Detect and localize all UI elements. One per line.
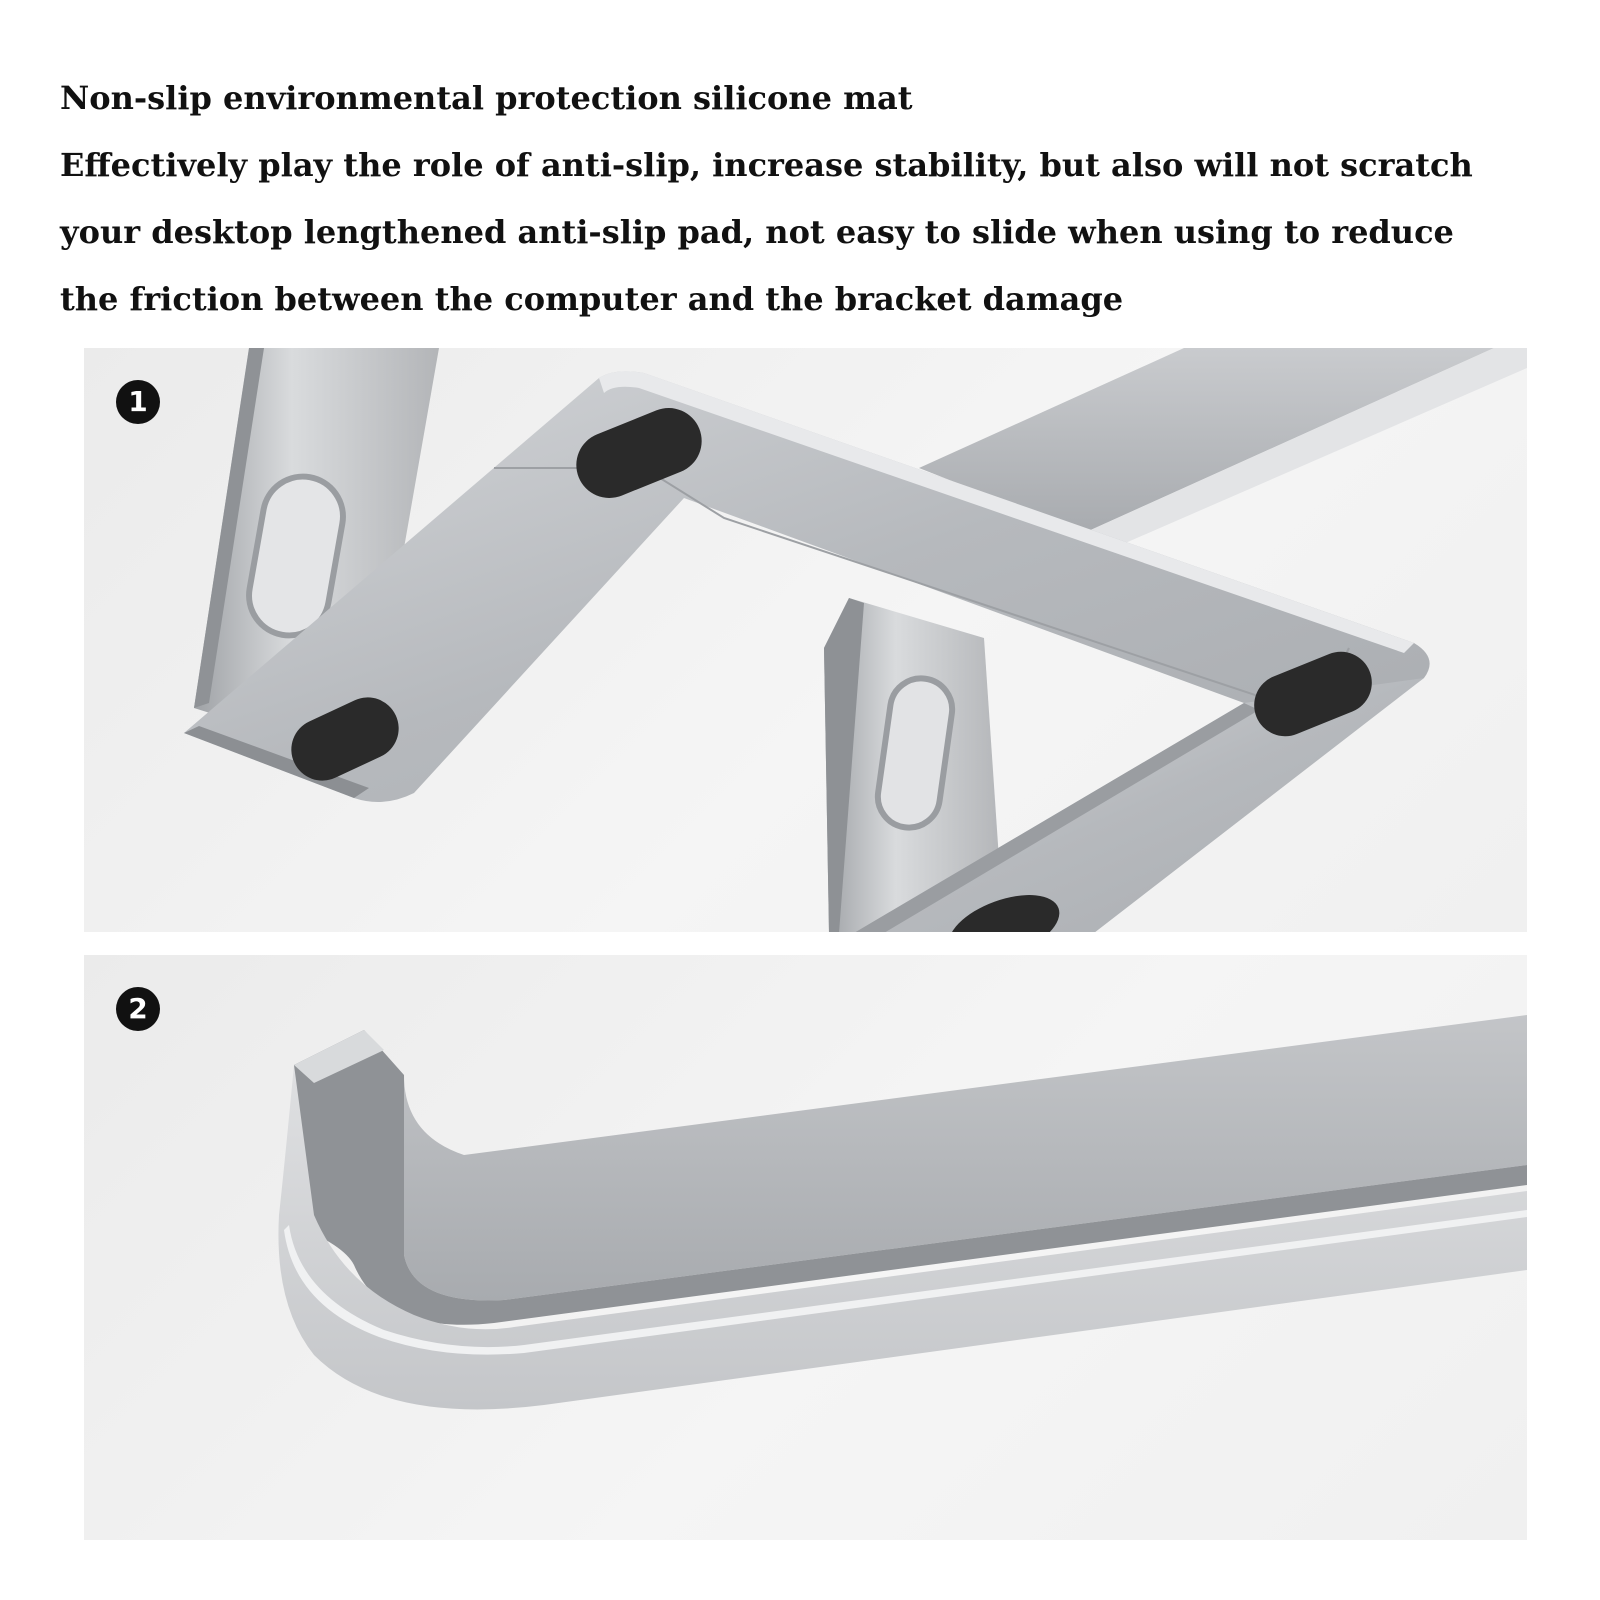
stand-underside-photo — [84, 348, 1527, 932]
bent-bracket — [278, 1015, 1527, 1409]
description-line: the friction between the computer and the bracket damage — [60, 280, 1124, 318]
detail-photo-2 — [84, 955, 1527, 1540]
detail-photo-1 — [84, 348, 1527, 932]
bracket-edge-photo — [84, 955, 1527, 1540]
step-number-badge: 1 — [116, 380, 160, 424]
product-description — [60, 143, 1580, 344]
step-number-badge: 2 — [116, 987, 160, 1031]
description-line: Effectively play the role of anti-slip, increase stability, but also will not scratch — [60, 146, 1473, 184]
description-line: your desktop lengthened anti-slip pad, not easy to slide when using to reduce — [60, 213, 1454, 251]
product-heading: Non-slip environmental protection silicone mat — [60, 79, 913, 117]
